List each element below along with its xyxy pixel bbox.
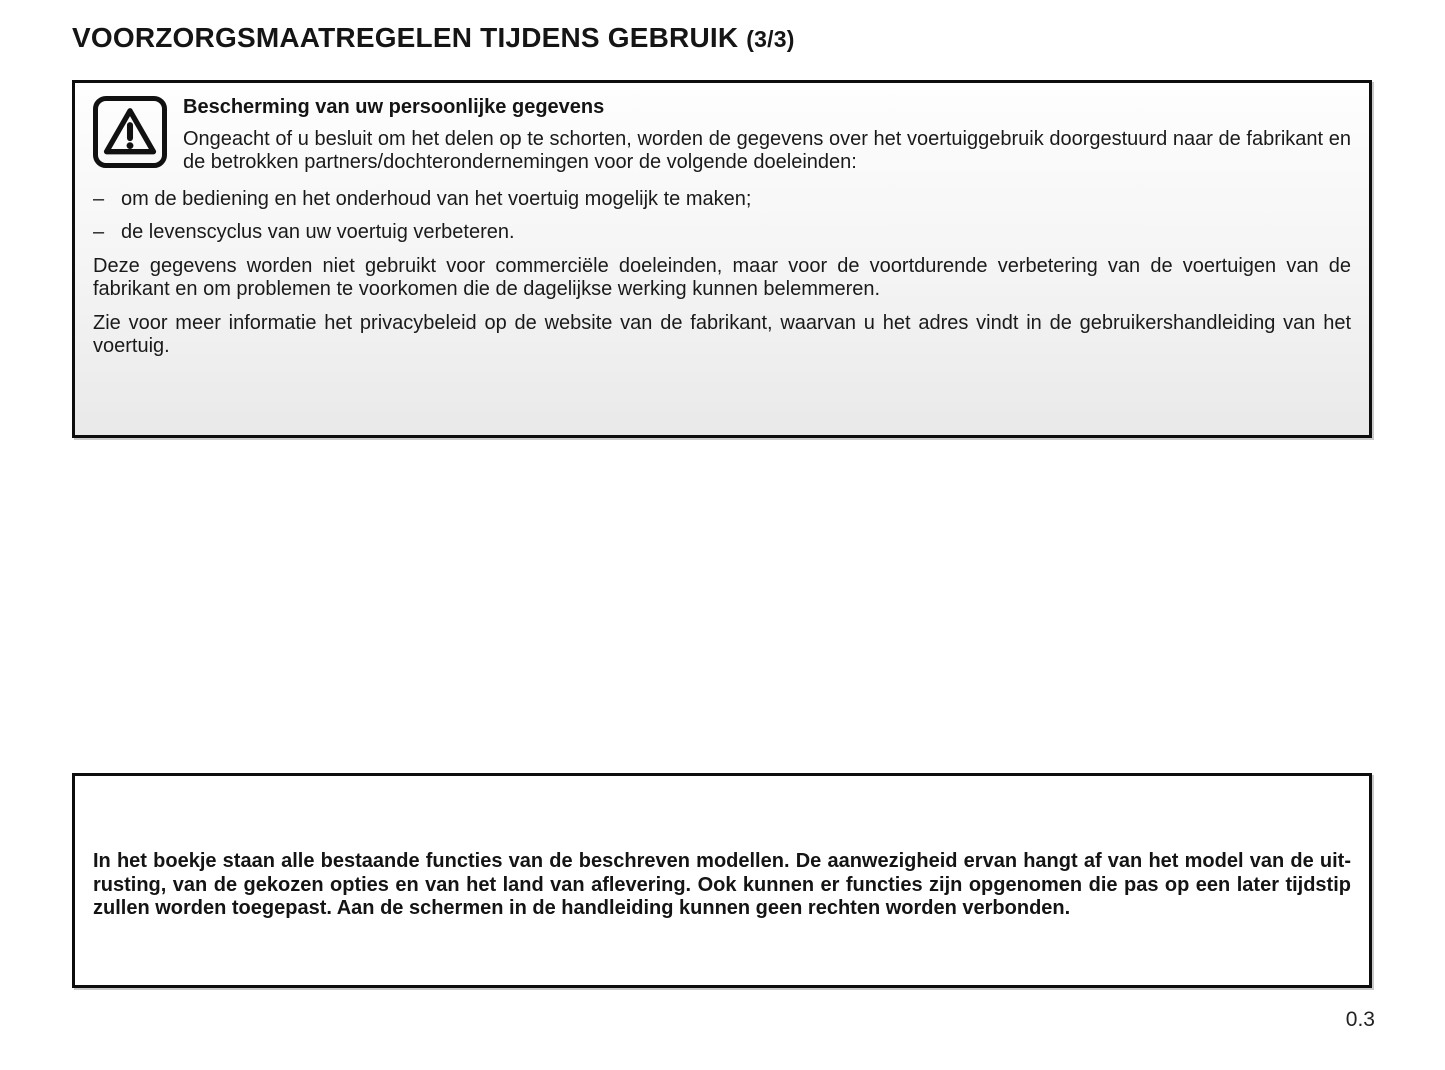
model-notice-box — [72, 773, 1372, 988]
model-notice-text: In het boekje staan alle bestaande functies van de beschreven modellen. De aanwezigheid ervan hangt af van het model van de uitrusting, van de gekozen opties en van het land van aflevering. Ook kunnen er functies zijn opgenomen die pas op een later tijdstip zullen worden toegepast. Aan de schermen in de handleiding kunnen geen rechten worden verbonden. — [93, 850, 1351, 919]
bullet-text: om de bediening en het onderhoud van het voertuig mogelijk te maken; — [121, 188, 752, 210]
bullet-dash: – — [93, 221, 105, 243]
bullet-text: de levenscyclus van uw voertuig verbeteren. — [121, 221, 515, 243]
privacy-warning-box — [72, 80, 1372, 438]
page-title — [72, 22, 795, 54]
page-title-pagination: (3/3) — [746, 26, 795, 52]
list-item — [93, 188, 1351, 211]
privacy-warning-header — [93, 95, 1351, 174]
privacy-bullet-list — [93, 188, 1351, 244]
privacy-intro-paragraph: Ongeacht of u besluit om het delen op te schorten, worden de gegevens over het voertuiggebruik doorgestuurd naar de fabrikant en de betrokken partners/dochterondernemingen voor de volgende doeleinden: — [183, 128, 1351, 173]
page-number: 0.3 — [1345, 1008, 1375, 1031]
privacy-heading: Bescherming van uw persoonlijke gegevens — [183, 96, 605, 118]
privacy-header-text — [183, 95, 1351, 174]
warning-triangle-icon — [93, 96, 167, 168]
bullet-dash: – — [93, 188, 105, 210]
list-item — [93, 221, 1351, 244]
privacy-paragraph: Deze gegevens worden niet gebruikt voor commerciële doeleinden, maar voor de voortdurende verbetering van de voertuigen van de fabrikant en om problemen te voorkomen die de dagelijkse werking kunnen belemmeren. — [93, 255, 1351, 300]
privacy-paragraph: Zie voor meer informatie het privacybeleid op de website van de fabrikant, waarvan u het adres vindt in de gebruikershandleiding van het voertuig. — [93, 312, 1351, 357]
page-title-text: VOORZORGSMAATREGELEN TIJDENS GEBRUIK — [72, 22, 739, 53]
